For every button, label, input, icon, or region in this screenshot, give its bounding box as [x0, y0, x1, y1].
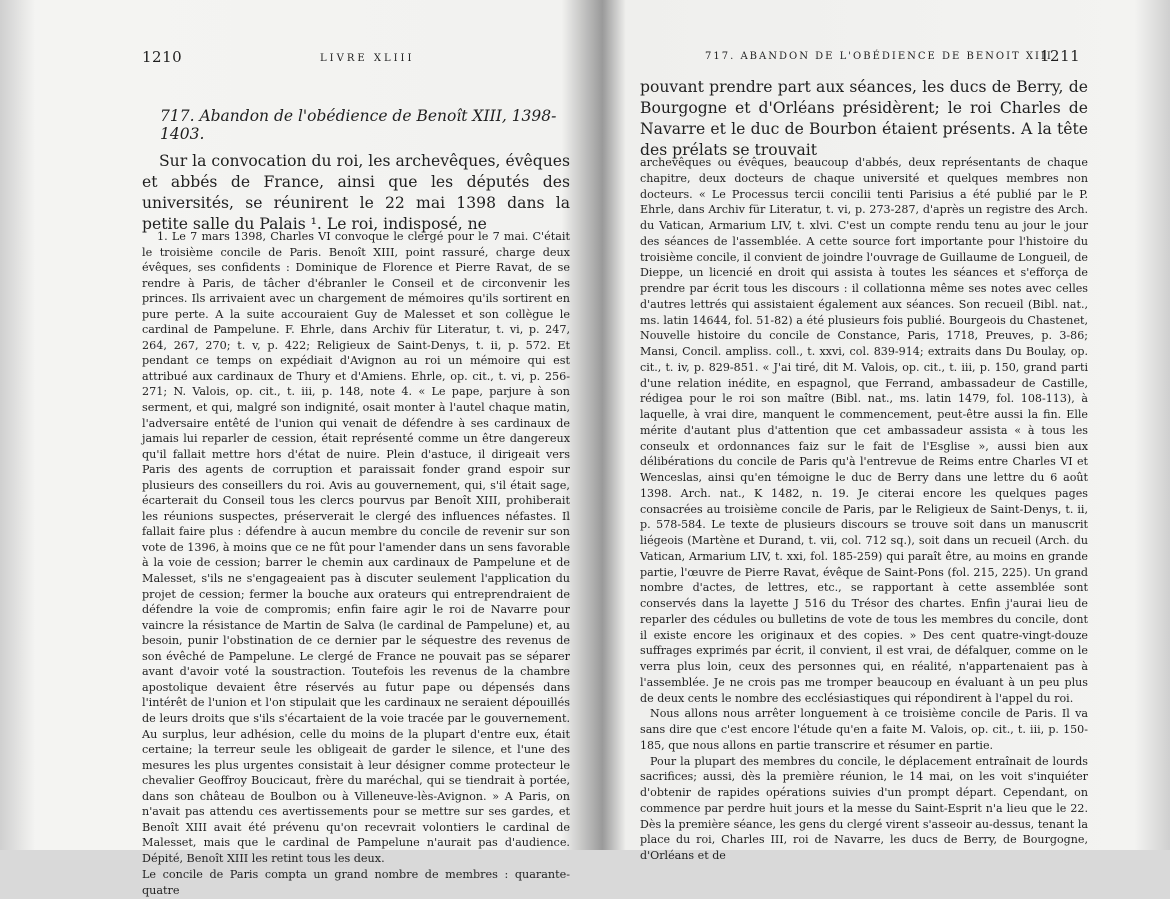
footnote-right-part-3: Pour la plupart des membres du concile, le déplacement entraînait de lourds sacrifices; aussi, dès la première réunion, le 14 mai, on les voit s'inquiéter d'obtenir de rapides opérations suivies d'un prompt départ. Cependant, on commence par perdre huit jours et la messe du Saint-Esprit n'a lieu que le 22. Dès la première séance, les gens du clergé virent s'asseoir au-dessus, tenant la place du roi, Charles III, roi de Navarre, les ducs de Berry, de Bourgogne, d'Orléans et de — [640, 754, 1088, 862]
section-title: 717. Abandon de l'obédience de Benoît XIII, 1398-1403. — [160, 107, 557, 143]
body-text-left: Sur la convocation du roi, les archevêques, évêques et abbés de France, ainsi que les députés des universités, se réunirent le 22 mai 1398 dans la petite salle du Palais ¹. Le roi, indisposé, ne — [142, 152, 570, 233]
body-text-right: pouvant prendre part aux séances, les ducs de Berry, de Bourgogne et d'Orléans présidèrent; le roi Charles de Navarre et le duc de Bourbon étaient présents. A la tête des prélats se trouvait — [640, 78, 1088, 159]
left-page — [0, 0, 585, 897]
footnotes-left — [142, 229, 570, 899]
running-head-right: 717. ABANDON DE L'OBÉDIENCE DE BENOIT XIII — [705, 51, 1053, 62]
running-head-left: LIVRE XLIII — [320, 53, 415, 64]
footnote-right-part-2: Nous allons nous arrêter longuement à ce troisième concile de Paris. Il va sans dire que c'est encore l'étude qu'en a faite M. Valois, op. cit., t. iii, p. 150-185, que nous allons en partie transcrire et résumer en partie. — [640, 707, 1088, 752]
page-number-left: 1210 — [142, 48, 183, 66]
footnote-1: 1. Le 7 mars 1398, Charles VI convoque le clergé pour le 7 mai. C'était le troisième concile de Paris. Benoît XIII, point rassuré, charge deux évêques, ses confidents : Dominique de Florence et Pierre Ravat, de se rendre à Paris, de tâcher d'ébranler le Conseil et de circonvenir les princes. Ils arrivaient avec un chargement de mémoires qu'ils sortirent en pure perte. A la suite accouraient Guy de Malesset et son collègue le cardinal de Pampelune. F. Ehrle, dans Archiv für Literatur, t. vi, p. 247, 264, 267, 270; t. v, p. 422; Religieux de Saint-Denys, t. ii, p. 572. Et pendant ce temps on expédiait d'Avignon au roi un mémoire qui est attribué aux cardinaux de Thury et d'Amiens. Ehrle, op. cit., t. vi, p. 256-271; N. Valois, op. cit., t. iii, p. 148, note 4. « Le pape, parjure à son serment, et qui, malgré son indignité, osait monter à l'autel chaque matin, l'adversaire entêté de l'union qui venait de défendre à ses cardinaux de jamais lui reparler de cession, était représenté comme un être dangereux qu'il fallait mettre hors d'état de nuire. Plein d'astuce, il dirigeait vers Paris des agents de corruption et paraissait fonder grand espoir sur plusieurs des conseillers du roi. Avis au gouvernement, qui, s'il était sage, écarterait du Conseil tous les clercs pourvus par Benoît XIII, prohiberait les réunions suspectes, préserverait le clergé des influences néfastes. Il fallait faire plus : défendre à aucun membre du concile de revenir sur son vote de 1396, à moins que ce ne fût pour l'amender dans un sens favorable à la voie de cession; barrer le chemin aux cardinaux de Pampelune et de Malesset, s'ils ne s'engageaient pas à discuter seulement l'application du projet de cession; fermer la bouche aux orateurs qui entreprendraient de défendre la voie de compromis; enfin faire agir le roi de Navarre pour vaincre la résistance de Martin de Salva (le cardinal de Pampelune) et, au besoin, punir l'obstination de ce dernier par le séquestre des revenus de son évêché de Pampelune. Le clergé de France ne pouvait pas se séparer avant d'avoir voté la soustraction. Toutefois les revenus de la chambre apostolique devaient être réservés au futur pape ou dépensés dans l'intérêt de l'union et l'on stipulait que les cardinaux ne seraient dépouillés de leurs droits que s'ils s'écartaient de la voie tracée par le gouvernement. Au surplus, leur adhésion, celle du moins de la plupart d'entre eux, était certaine; la terreur seule les obligeait de garder le silence, et l'une des mesures les plus urgentes consistait à leur désigner comme protecteur le chevalier Geoffroy Boucicaut, frère du maréchal, qui se tiendrait à portée, dans son château de Boulbon ou à Villeneuve-lès-Avignon. » A Paris, on n'avait pas attendu ces avertissements pour se mettre sur ses gardes, et Benoît XIII avait été prévenu qu'on recevrait volontiers le cardinal de Malesset, mais que le cardinal de Pampelune n'aurait pas d'audience. Dépité, Benoît XIII les retint tous les deux. — [142, 230, 570, 865]
footnote-continuation: Le concile de Paris compta un grand nombre de membres : quarante-quatre — [142, 868, 570, 897]
page-number-right: 1211 — [1040, 47, 1081, 65]
footnote-right-part-1: archevêques ou évêques, beaucoup d'abbés, deux représentants de chaque chapitre, deux docteurs de chaque université et quelques membres non docteurs. « Le Processus tercii concilii tenti Parisius a été publié par le P. Ehrle, dans Archiv für Literatur, t. vi, p. 273-287, d'après un registre des Arch. du Vatican, Armarium LIV, t. xlvi. C'est un compte rendu tenu au jour le jour des séances de l'assemblée. A cette source fort importante pour l'histoire du troisième concile, il convient de joindre l'ouvrage de Guillaume de Longueil, de Dieppe, un licencié en droit qui assista à toutes les séances et s'efforça de prendre par écrit tous les discours : il collationna même ses notes avec celles d'autres lettrés qui assistaient également aux séances. Son recueil (Bibl. nat., ms. latin 14644, fol. 51-82) a été plusieurs fois publié. Bourgeois du Chastenet, Nouvelle histoire du concile de Constance, Paris, 1718, Preuves, p. 3-86; Mansi, Concil. ampliss. coll., t. xxvi, col. 839-914; extraits dans Du Boulay, op. cit., t. iv, p. 829-851. « J'ai tiré, dit M. Valois, op. cit., t. iii, p. 150, grand parti d'une relation inédite, en espagnol, que Ferrand, ambassadeur de Castille, rédigea pour le roi son maître (Bibl. nat., ms. latin 1479, fol. 108-113), à laquelle, à vrai dire, manquent le commencement, peut-être aussi la fin. Elle mérite d'autant plus d'attention que cet ambassadeur assista « à tous les conseulx et ordonnances faiz sur le fait de l'Esglise », aussi bien aux délibérations du concile de Paris qu'à l'entrevue de Reims entre Charles VI et Wenceslas, ainsi qu'en témoigne le duc de Berry dans une lettre du 6 août 1398. Arch. nat., K 1482, n. 19. Je citerai encore les quelques pages consacrées au troisième concile de Paris, par le Religieux de Saint-Denys, t. ii, p. 578-584. Le texte de plusieurs discours se trouve soit dans un manuscrit liégeois (Martène et Durand, t. vii, col. 712 sq.), soit dans un recueil (Arch. du Vatican, Armarium LIV, t. xxi, fol. 185-259) qui paraît être, au moins en grande partie, l'œuvre de Pierre Ravat, évêque de Saint-Pons (fol. 215, 225). Un grand nombre d'actes, de lettres, etc., se rapportant à cette assemblée sont conservés dans la layette J 516 du Trésor des chartes. Enfin j'aurai lieu de reparler des cédules ou bulletins de vote de tous les membres du concile, dont il existe encore les originaux et des copies. » Des cent quatre-vingt-douze suffrages exprimés par écrit, il convient, il est vrai, de défalquer, comme on le verra plus loin, ceux des personnes qui, en réalité, n'appartenaient pas à l'assemblée. Je ne crois pas me tromper beaucoup en évaluant à un peu plus de deux cents le nombre des ecclésiastiques qui répondirent à l'appel du roi. — [640, 156, 1088, 705]
right-page — [585, 0, 1170, 862]
footnotes-right — [640, 155, 1088, 864]
